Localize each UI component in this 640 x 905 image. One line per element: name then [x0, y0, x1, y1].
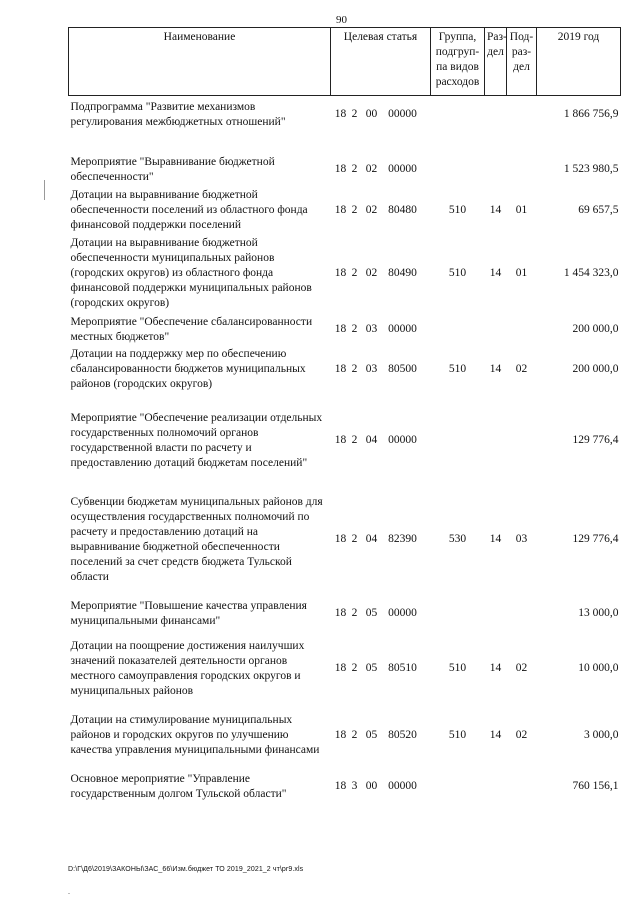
row-target-article [331, 233, 431, 315]
row-podrazdel: 02 [515, 662, 528, 674]
row-podrazdel [507, 96, 537, 134]
row-razdel [485, 765, 507, 809]
row-amount: 13 000,0 [578, 607, 619, 619]
row-amount: 129 776,4 [572, 434, 619, 446]
row-group: 510 [448, 662, 467, 674]
row-target-article [331, 345, 431, 395]
row-amount: 200 000,0 [572, 363, 619, 375]
row-group [431, 96, 485, 134]
target-article-part: 2 [351, 323, 358, 335]
target-article-part: 82390 [388, 533, 417, 545]
header-name: Наименование [69, 28, 331, 96]
target-article-part: 18 [334, 108, 347, 121]
row-podrazdel [507, 134, 537, 188]
target-article-part: 2 [351, 163, 358, 175]
row-target-article [331, 707, 431, 765]
row-name: Мероприятие "Обеспечение реализации отдельных государственных полномочий органов государственной власти по расчету и предоставлению дотаций бюджетам поселений" [70, 411, 323, 469]
budget-table [68, 27, 621, 809]
row-group [431, 765, 485, 809]
row-podrazdel: 02 [515, 363, 528, 375]
row-name: Дотации на стимулирование муниципальных районов и городских округов по улучшению качества управления муниципальными финансами [70, 714, 320, 756]
target-article-part: 00000 [388, 163, 417, 175]
row-amount: 760 156,1 [572, 780, 619, 792]
table-body [69, 96, 621, 809]
row-target-article [331, 483, 431, 593]
row-podrazdel [507, 593, 537, 631]
row-target-article [331, 631, 431, 707]
page-number: 90 [336, 14, 347, 26]
row-group [431, 395, 485, 483]
table-row [69, 707, 621, 765]
target-article-part: 03 [365, 363, 378, 375]
row-razdel [485, 593, 507, 631]
row-amount: 1 454 323,0 [563, 267, 619, 279]
row-podrazdel: 03 [515, 533, 528, 545]
row-amount: 1 866 756,9 [563, 108, 619, 121]
row-target-article [331, 134, 431, 188]
target-article-part: 18 [334, 363, 347, 375]
header-target-article: Целевая статья [331, 28, 431, 96]
row-name: Дотации на поддержку мер по обеспечению сбалансированности бюджетов муниципальных районов (городских округов) [70, 348, 306, 390]
table-row [69, 134, 621, 188]
row-target-article [331, 188, 431, 233]
target-article-part: 02 [365, 267, 378, 279]
target-article-part: 18 [334, 533, 347, 545]
target-article-part: 05 [365, 662, 378, 674]
row-group [431, 315, 485, 345]
target-article-part: 2 [351, 434, 358, 446]
target-article-part: 18 [334, 434, 347, 446]
target-article-part: 02 [365, 203, 378, 216]
row-group: 510 [448, 267, 467, 279]
row-target-article [331, 96, 431, 134]
target-article-part: 2 [351, 363, 358, 375]
target-article-part: 03 [365, 323, 378, 335]
target-article-part: 00000 [388, 434, 417, 446]
table-row [69, 593, 621, 631]
table-row [69, 395, 621, 483]
row-group: 510 [448, 203, 467, 216]
row-amount: 3 000,0 [584, 729, 619, 741]
header-razdel: Раз-дел [485, 28, 507, 96]
target-article-part: 2 [351, 729, 358, 741]
target-article-part: 80480 [388, 203, 417, 216]
target-article-part: 18 [334, 203, 347, 216]
row-razdel [485, 134, 507, 188]
target-article-part: 80510 [388, 662, 417, 674]
target-article-part: 04 [365, 533, 378, 545]
target-article-part: 18 [334, 267, 347, 279]
row-name: Мероприятие "Обеспечение сбалансированности местных бюджетов" [70, 315, 313, 343]
row-group: 530 [448, 533, 467, 545]
row-name: Основное мероприятие "Управление государственным долгом Тульской области" [70, 772, 287, 800]
target-article-part: 05 [365, 607, 378, 619]
row-razdel: 14 [489, 729, 502, 741]
header-podrazdel: Под-раз-дел [507, 28, 537, 96]
row-razdel [485, 395, 507, 483]
target-article-part: 2 [351, 108, 358, 121]
target-article-part: 02 [365, 163, 378, 175]
row-name: Дотации на поощрение достижения наилучших значений показателей деятельности органов местного самоуправления городских округов и муниципальных районов [70, 639, 305, 697]
row-amount: 1 523 980,5 [563, 163, 619, 175]
target-article-part: 18 [334, 729, 347, 741]
target-article-part: 18 [334, 780, 347, 792]
target-article-part: 2 [351, 203, 358, 216]
row-razdel: 14 [489, 203, 502, 216]
target-article-part: 00000 [388, 108, 417, 121]
target-article-part: 00 [365, 780, 378, 792]
target-article-part: 2 [351, 607, 358, 619]
row-razdel: 14 [489, 267, 502, 279]
row-name: Мероприятие "Выравнивание бюджетной обеспеченности" [70, 155, 275, 183]
row-target-article [331, 315, 431, 345]
row-razdel [485, 315, 507, 345]
table-row [69, 315, 621, 345]
target-article-part: 18 [334, 662, 347, 674]
target-article-part: 00 [365, 108, 378, 121]
table-row [69, 631, 621, 707]
file-path-footer: D:\Г\Д6\2019\ЗАКОНЫ\ЗАС_66\Изм.бюджет ТО 2019_2021_2 чт\pr9.xls [68, 866, 304, 873]
row-podrazdel [507, 765, 537, 809]
row-podrazdel: 01 [515, 203, 528, 216]
row-name: Дотации на выравнивание бюджетной обеспеченности поселений из областного фонда финансовой поддержки поселений [70, 188, 308, 231]
row-group [431, 134, 485, 188]
target-article-part: 80490 [388, 267, 417, 279]
target-article-part: 18 [334, 607, 347, 619]
table-row [69, 345, 621, 395]
target-article-part: 00000 [388, 323, 417, 335]
row-group [431, 593, 485, 631]
table-row [69, 188, 621, 233]
row-target-article [331, 395, 431, 483]
row-group: 510 [448, 729, 467, 741]
row-amount: 200 000,0 [572, 323, 619, 335]
row-razdel: 14 [489, 533, 502, 545]
table-row [69, 96, 621, 134]
header-year: 2019 год [537, 28, 621, 96]
row-target-article [331, 593, 431, 631]
table-row [69, 483, 621, 593]
row-podrazdel [507, 395, 537, 483]
target-article-part: 00000 [388, 780, 417, 792]
row-podrazdel: 02 [515, 729, 528, 741]
row-amount: 129 776,4 [572, 533, 619, 545]
table-row [69, 233, 621, 315]
row-name: Мероприятие "Повышение качества управления муниципальными финансами" [70, 599, 307, 627]
table-header [69, 28, 621, 96]
target-article-part: 2 [351, 533, 358, 545]
target-article-part: 80500 [388, 363, 417, 375]
row-razdel: 14 [489, 662, 502, 674]
row-razdel: 14 [489, 363, 502, 375]
target-article-part: 2 [351, 662, 358, 674]
row-target-article [331, 765, 431, 809]
row-name: Дотации на выравнивание бюджетной обеспеченности муниципальных районов (городских округов) из областного фонда финансовой поддержки муниципальных районов (городских округов) [70, 237, 312, 309]
row-name: Подпрограмма "Развитие механизмов регулирования межбюджетных отношений" [70, 100, 286, 128]
margin-mark [44, 180, 45, 200]
row-podrazdel [507, 315, 537, 345]
target-article-part: 18 [334, 163, 347, 175]
table-row [69, 765, 621, 809]
target-article-part: 80520 [388, 729, 417, 741]
target-article-part: 04 [365, 434, 378, 446]
target-article-part: 18 [334, 323, 347, 335]
row-group: 510 [448, 363, 467, 375]
row-name: Субвенции бюджетам муниципальных районов для осуществления государственных полномочий по расчету и предоставлению дотаций на выравнивание бюджетной обеспеченности поселений за счет средств бюджета Тульской области [70, 495, 323, 583]
row-amount: 10 000,0 [578, 662, 619, 674]
row-podrazdel: 01 [515, 267, 528, 279]
footer-mark: . [68, 887, 70, 896]
row-amount: 69 657,5 [578, 203, 619, 216]
header-group: Группа, подгруп-па видов расходов [431, 28, 485, 96]
target-article-part: 00000 [388, 607, 417, 619]
target-article-part: 3 [351, 780, 358, 792]
row-razdel [485, 96, 507, 134]
target-article-part: 2 [351, 267, 358, 279]
target-article-part: 05 [365, 729, 378, 741]
